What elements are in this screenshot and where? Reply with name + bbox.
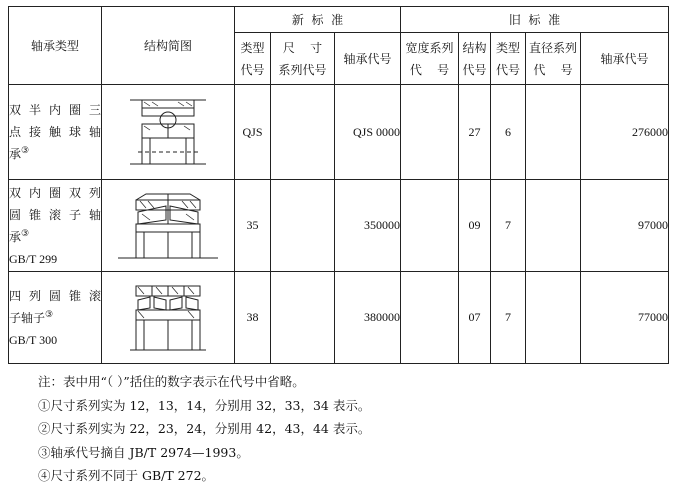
new-size-series-code (271, 180, 335, 272)
table-row (9, 180, 669, 272)
new-size-series-code (271, 85, 335, 180)
note-3: ③轴承代号摘自 JB/T 2974—1993。 (38, 444, 249, 460)
bearing-type-name: 双半内圈三 点接触球轴 承③ (9, 85, 102, 180)
old-dia-series-code (526, 180, 581, 272)
new-type-code: 38 (235, 272, 271, 364)
old-width-series-code (401, 180, 459, 272)
new-size-series-code (271, 272, 335, 364)
table-row (9, 85, 669, 180)
new-type-code: QJS (235, 85, 271, 180)
old-type-code: 7 (491, 272, 526, 364)
old-width-series-code (401, 272, 459, 364)
subheader-old-bearing-code: 轴承代号 (581, 33, 669, 85)
subheader-new-size-series: 尺 寸 系列代号 (271, 33, 335, 85)
note-general: 注：表中用“（ ）”括住的数字表示在代号中省略。 (38, 374, 305, 389)
subheader-new-bearing-code: 轴承代号 (335, 33, 401, 85)
old-bearing-code: 97000 (581, 180, 669, 272)
structure-diagram (102, 85, 235, 180)
bearing-type-name: 双内圈双列 圆锥滚子轴 承③ GB/T 299 (9, 180, 102, 272)
old-type-code: 6 (491, 85, 526, 180)
note-1: ①尺寸系列实为 12，13，14，分别用 32，33，34 表示。 (38, 397, 371, 413)
header-diagram: 结构简图 (102, 7, 235, 85)
new-bearing-code: 380000 (335, 272, 401, 364)
table-notes (38, 370, 370, 488)
three-point-contact-ball-bearing-diagram (128, 94, 208, 170)
note-4: ④尺寸系列不同于 GB/T 272。 (38, 468, 215, 483)
subheader-old-dia-series: 直径系列 代 号 (526, 33, 581, 85)
old-struct-code: 07 (459, 272, 491, 364)
header-bearing-type: 轴承类型 (9, 7, 102, 85)
four-row-tapered-roller-bearing-diagram (128, 280, 208, 356)
structure-diagram (102, 272, 235, 364)
double-inner-ring-tapered-roller-bearing-diagram (116, 188, 220, 264)
new-bearing-code: QJS 0000 (335, 85, 401, 180)
old-dia-series-code (526, 85, 581, 180)
old-bearing-code: 276000 (581, 85, 669, 180)
old-width-series-code (401, 85, 459, 180)
table-row (9, 272, 669, 364)
subheader-new-type-code: 类型 代号 (235, 33, 271, 85)
old-struct-code: 09 (459, 180, 491, 272)
bearing-code-table (8, 6, 669, 364)
bearing-type-name: 四列圆锥滚 子轴子③ GB/T 300 (9, 272, 102, 364)
subheader-old-struct-code: 结构 代号 (459, 33, 491, 85)
subheader-old-width-series: 宽度系列 代 号 (401, 33, 459, 85)
header-old-standard: 旧 标 准 (401, 7, 669, 33)
new-bearing-code: 350000 (335, 180, 401, 272)
note-2: ②尺寸系列实为 22，23，24，分别用 42，43，44 表示。 (38, 421, 371, 436)
structure-diagram (102, 180, 235, 272)
new-type-code: 35 (235, 180, 271, 272)
old-dia-series-code (526, 272, 581, 364)
header-new-standard: 新 标 准 (235, 7, 401, 33)
old-bearing-code: 77000 (581, 272, 669, 364)
old-type-code: 7 (491, 180, 526, 272)
old-struct-code: 27 (459, 85, 491, 180)
subheader-old-type-code: 类型 代号 (491, 33, 526, 85)
